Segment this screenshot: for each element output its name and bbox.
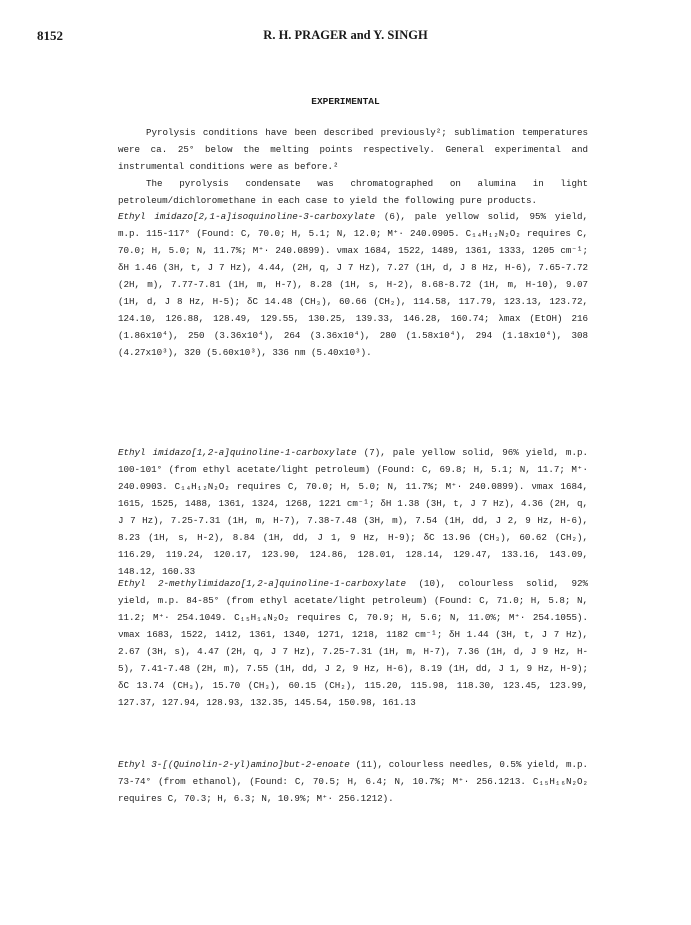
page-header bbox=[0, 28, 691, 48]
compound-data: (10), colourless solid, 92% yield, m.p. 84-85° (from ethyl acetate/light petroleum) (Found: C, 71.0; H, 5.8; N, 11.2; M⁺· 254.1049. C₁₅H₁₄N₂O₂ requires C, 70.9; H, 5.6; N, 11.0%; M⁺· 254.1055). νmax 1683, 1522, 1412, 1361, 1340, 1271, 1218, 1182 cm⁻¹; δH 1.44 (3H, t, J 7 Hz), 2.67 (3H, s), 4.47 (2H, q, J 7 Hz), 7.25-7.31 (1H, m, H-7), 7.36 (1H, d, J 9 Hz, H-5), 7.41-7.48 (2H, m), 7.55 (1H, dd, J 2, 9 Hz, H-6), 8.19 (1H, dd, J 1, 9 Hz, H-9); δC 13.74 (CH₃), 15.70 (CH₃), 60.15 (CH₂), 115.20, 115.98, 118.30, 123.45, 123.99, 127.37, 127.94, 128.93, 132.35, 145.54, 150.98, 161.13 bbox=[118, 578, 588, 708]
compound-entry bbox=[118, 208, 588, 361]
compound-data: (11), colourless needles, 0.5% yield, m.p. 73-74° (from ethanol), (Found: C, 70.5; H, 6.4; N, 10.7%; M⁺· 256.1213. C₁₅H₁₆N₂O₂ requires C, 70.3; H, 6.3; N, 10.9%; M⁺· 256.1212). bbox=[118, 759, 588, 804]
page-number: 8152 bbox=[37, 28, 63, 43]
compound-entry bbox=[118, 444, 588, 580]
intro-section bbox=[118, 124, 588, 209]
compound-entry bbox=[118, 756, 588, 807]
section-title: EXPERIMENTAL bbox=[311, 96, 380, 107]
compound-name: Ethyl imidazo[2,1-a]isoquinoline-3-carboxylate bbox=[118, 211, 375, 222]
running-head: R. H. PRAGER and Y. SINGH bbox=[263, 28, 428, 42]
compound-name: Ethyl imidazo[1,2-a]quinoline-1-carboxylate bbox=[118, 447, 357, 458]
compound-data: (7), pale yellow solid, 96% yield, m.p. 100-101° (from ethyl acetate/light petroleum) (Found: C, 69.8; H, 5.1; N, 11.7; M⁺· 240.0903. C₁₄H₁₂N₂O₂ requires C, 70.0; H, 5.0; N, 11.7%; M⁺· 240.0899). νmax 1684, 1615, 1525, 1488, 1361, 1324, 1268, 1221 cm⁻¹; δH 1.38 (3H, t, J 7 Hz), 4.36 (2H, q, J 7 Hz), 7.25-7.31 (1H, m, H-7), 7.38-7.48 (3H, m), 7.54 (1H, dd, J 2, 9 Hz, H-6), 8.23 (1H, s, H-2), 8.84 (1H, dd, J 1, 9 Hz, H-9); δC 13.96 (CH₃), 60.62 (CH₂), 116.29, 119.24, 120.17, 123.90, 124.86, 128.01, 128.14, 129.47, 133.16, 143.09, 148.12, 160.33 bbox=[118, 447, 588, 577]
compound-entry bbox=[118, 575, 588, 711]
compound-name: Ethyl 2-methylimidazo[1,2-a]quinoline-1-carboxylate bbox=[118, 578, 407, 589]
compound-data: (6), pale yellow solid, 95% yield, m.p. 115-117° (Found: C, 70.0; H, 5.1; N, 12.0; M⁺· 240.0905. C₁₄H₁₂N₂O₂ requires C, 70.0; H, 5.0; N, 11.7%; M⁺· 240.0899). νmax 1684, 1522, 1489, 1361, 1333, 1205 cm⁻¹; δH 1.46 (3H, t, J 7 Hz), 4.44, (2H, q, J 7 Hz), 7.27 (1H, d, J 8 Hz, H-6), 7.65-7.72 (2H, m), 7.77-7.81 (1H, m, H-7), 8.28 (1H, s, H-2), 8.68-8.72 (1H, m, H-10), 9.07 (1H, d, J 8 Hz, H-5); δC 14.48 (CH₃), 60.66 (CH₂), 114.58, 117.79, 123.13, 123.72, 124.10, 126.88, 128.49, 129.55, 130.25, 139.33, 146.28, 160.74; λmax (EtOH) 216 (1.86x10⁴), 250 (3.36x10⁴), 264 (3.36x10⁴), 280 (1.58x10⁴), 294 (1.18x10⁴), 308 (4.27x10³), 320 (5.60x10³), 336 nm (5.40x10³). bbox=[118, 211, 588, 358]
compound-name: Ethyl 3-[(Quinolin-2-yl)amino]but-2-enoate bbox=[118, 759, 350, 770]
intro-paragraph: The pyrolysis condensate was chromatographed on alumina in light petroleum/dichloromethane in each case to yield the following pure products. bbox=[118, 178, 588, 206]
intro-paragraph: Pyrolysis conditions have been described previously²; sublimation temperatures were ca. 25° below the melting points respectively. General experimental and instrumental conditions were as before.² bbox=[118, 127, 588, 172]
